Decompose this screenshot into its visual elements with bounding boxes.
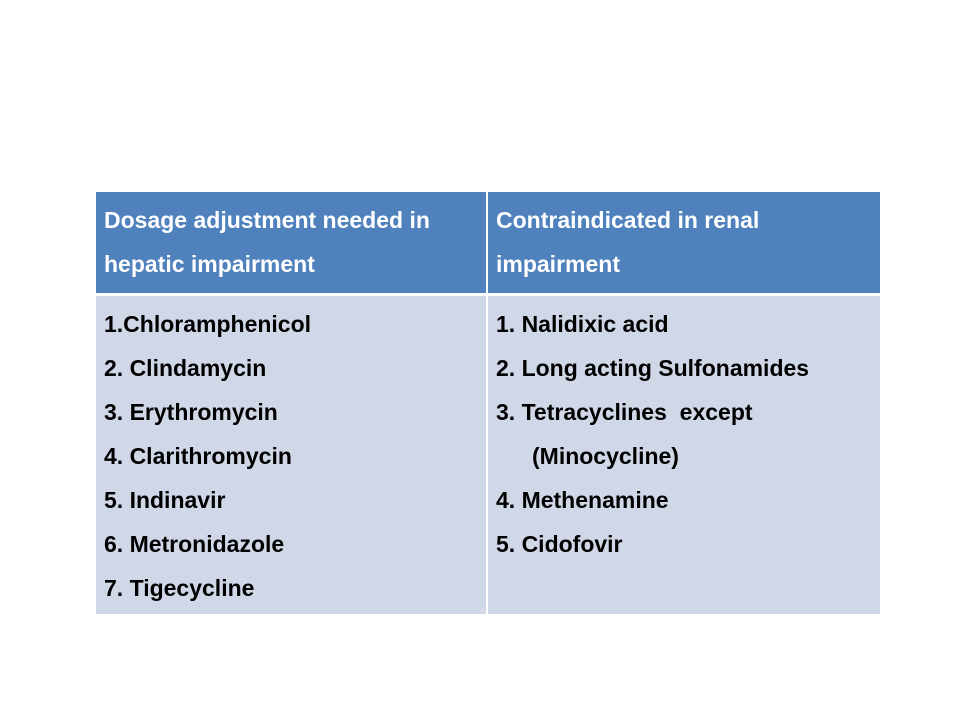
table-row — [96, 294, 880, 614]
list-item: 2. Long acting Sulfonamides — [496, 354, 810, 381]
list-item: 7. Tigecycline — [104, 574, 255, 601]
list-item: 1. Nalidixic acid — [496, 310, 669, 337]
list-item: 2. Clindamycin — [104, 354, 267, 381]
header-renal: Contraindicated in renal impairment — [487, 192, 880, 294]
header-hepatic: Dosage adjustment needed in hepatic impairment — [96, 192, 487, 294]
list-item: 5. Cidofovir — [496, 530, 623, 557]
table-header-row — [96, 192, 880, 294]
list-item: 3. Tetracyclines except — [496, 398, 753, 425]
renal-drug-list — [496, 302, 872, 566]
hepatic-cell — [96, 294, 487, 614]
drug-table — [96, 192, 880, 614]
list-item: 5. Indinavir — [104, 486, 226, 513]
list-item: 1.Chloramphenicol — [104, 310, 312, 337]
list-item: 4. Clarithromycin — [104, 442, 292, 469]
list-item: 4. Methenamine — [496, 486, 669, 513]
list-item-continuation: (Minocycline) — [532, 442, 679, 469]
renal-cell — [487, 294, 880, 614]
hepatic-drug-list — [104, 302, 478, 610]
list-item: 3. Erythromycin — [104, 398, 278, 425]
list-item: 6. Metronidazole — [104, 530, 285, 557]
